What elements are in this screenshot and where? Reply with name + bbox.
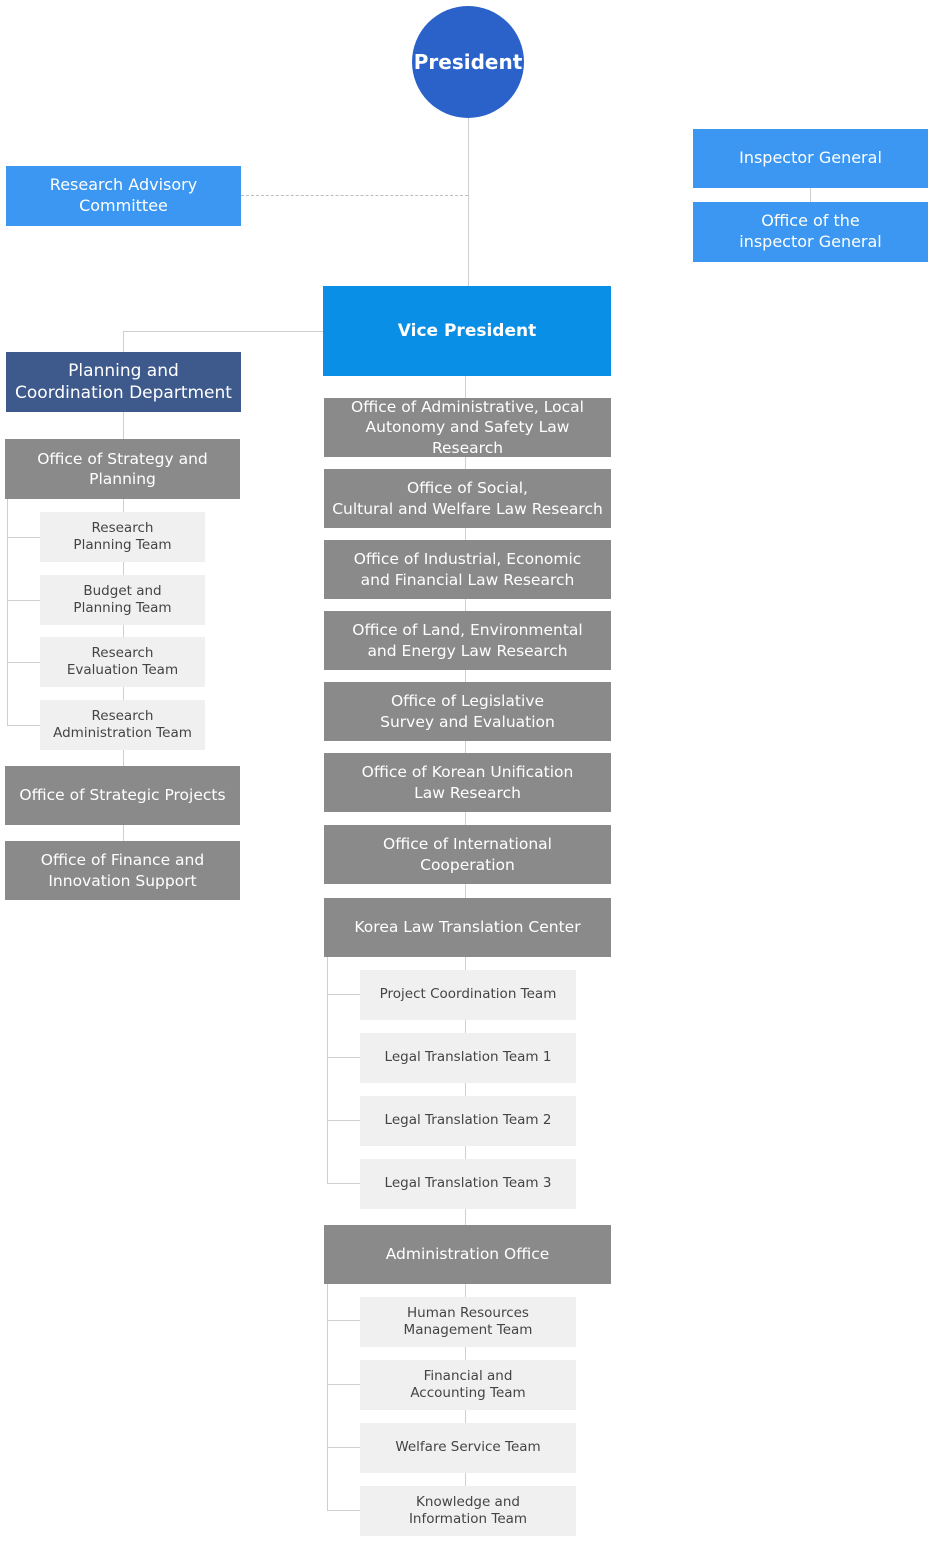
team-research-evaluation[interactable]: Research Evaluation Team [40, 637, 205, 687]
connector-admin-team-1 [327, 1320, 360, 1321]
inspector-general[interactable]: Inspector General [693, 129, 928, 188]
korea-law-translation-center[interactable]: Korea Law Translation Center [324, 898, 611, 957]
team-financial-accounting[interactable]: Financial and Accounting Team [360, 1360, 576, 1410]
connector-admin-team-3 [327, 1447, 360, 1448]
administration-office[interactable]: Administration Office [324, 1225, 611, 1284]
team-legal-translation-1[interactable]: Legal Translation Team 1 [360, 1033, 576, 1083]
team-budget-planning[interactable]: Budget and Planning Team [40, 575, 205, 625]
research-advisory-committee[interactable]: Research Advisory Committee [6, 166, 241, 226]
office-finance-innovation[interactable]: Office of Finance and Innovation Support [5, 841, 240, 900]
office-industrial-economic-law[interactable]: Office of Industrial, Economic and Financial Law Research [324, 540, 611, 599]
connector-vp-planning-h [123, 331, 323, 332]
connector-planning-team-3 [7, 662, 40, 663]
planning-coordination-department[interactable]: Planning and Coordination Department [6, 352, 241, 412]
office-strategy-planning[interactable]: Office of Strategy and Planning [5, 439, 240, 499]
office-korean-unification[interactable]: Office of Korean Unification Law Research [324, 753, 611, 812]
connector-vp-planning-v [123, 331, 124, 352]
president-node[interactable]: President [412, 6, 524, 118]
connector-advisory-dashed [241, 195, 468, 196]
team-legal-translation-3[interactable]: Legal Translation Team 3 [360, 1159, 576, 1209]
team-research-planning[interactable]: Research Planning Team [40, 512, 205, 562]
connector-admin-team-4 [327, 1510, 360, 1511]
connector-planning-team-4 [7, 725, 40, 726]
connector-translation-team-3 [327, 1120, 360, 1121]
connector-planning-team-1 [7, 537, 40, 538]
connector-president-vp [468, 118, 469, 286]
office-international-cooperation[interactable]: Office of International Cooperation [324, 825, 611, 884]
team-human-resources[interactable]: Human Resources Management Team [360, 1297, 576, 1347]
connector-translation-teams-v [327, 957, 328, 1184]
connector-admin-team-2 [327, 1384, 360, 1385]
team-project-coordination[interactable]: Project Coordination Team [360, 970, 576, 1020]
connector-inspector [810, 188, 811, 202]
connector-translation-team-2 [327, 1057, 360, 1058]
connector-translation-team-1 [327, 994, 360, 995]
vice-president[interactable]: Vice President [323, 286, 611, 376]
office-legislative-survey[interactable]: Office of Legislative Survey and Evaluation [324, 682, 611, 741]
office-land-environmental-law[interactable]: Office of Land, Environmental and Energy Law Research [324, 611, 611, 670]
team-legal-translation-2[interactable]: Legal Translation Team 2 [360, 1096, 576, 1146]
office-of-inspector-general[interactable]: Office of the inspector General [693, 202, 928, 262]
team-research-administration[interactable]: Research Administration Team [40, 700, 205, 750]
team-knowledge-information[interactable]: Knowledge and Information Team [360, 1486, 576, 1536]
connector-translation-team-4 [327, 1183, 360, 1184]
connector-admin-teams-v [327, 1284, 328, 1510]
team-welfare-service[interactable]: Welfare Service Team [360, 1423, 576, 1473]
office-strategic-projects[interactable]: Office of Strategic Projects [5, 766, 240, 825]
connector-planning-teams-v [7, 499, 8, 726]
connector-planning-team-2 [7, 600, 40, 601]
office-administrative-law[interactable]: Office of Administrative, Local Autonomy and Safety Law Research [324, 398, 611, 457]
office-social-cultural-law[interactable]: Office of Social, Cultural and Welfare Law Research [324, 469, 611, 528]
